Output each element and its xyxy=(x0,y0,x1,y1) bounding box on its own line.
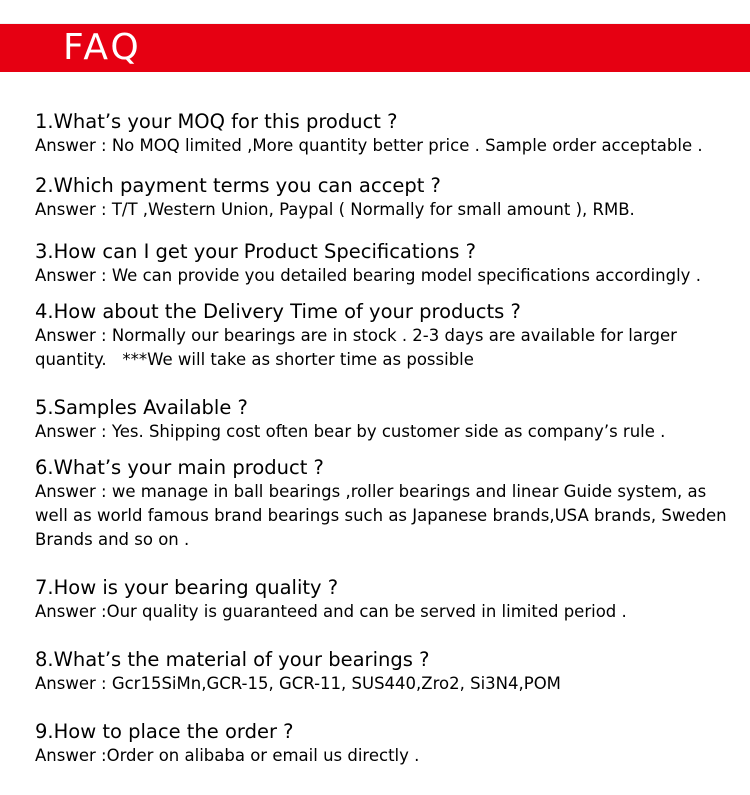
faq-title: FAQ xyxy=(63,27,142,68)
faq-item-3 xyxy=(35,240,740,288)
faq-item-6 xyxy=(35,456,740,552)
faq-item-5 xyxy=(35,396,740,444)
faq-banner xyxy=(0,23,750,72)
faq-item-1 xyxy=(35,110,740,158)
faq-answer-1: Answer : No MOQ limited ,More quantity better price . Sample order acceptable . xyxy=(35,136,703,155)
faq-question-3: 3.How can I get your Product Specifications ? xyxy=(35,240,476,263)
faq-answer-3: Answer : We can provide you detailed bearing model specifications accordingly . xyxy=(35,266,701,285)
faq-item-7 xyxy=(35,576,740,624)
faq-answer-8: Answer : Gcr15SiMn,GCR-15, GCR-11, SUS440,Zro2, Si3N4,POM xyxy=(35,674,561,693)
faq-question-6: 6.What’s your main product ? xyxy=(35,456,324,479)
faq-answer-2: Answer : T/T ,Western Union, Paypal ( Normally for small amount ), RMB. xyxy=(35,200,635,219)
faq-answer-4: Answer : Normally our bearings are in stock . 2-3 days are available for larger quantity. ***We will take as shorter time as possible xyxy=(35,326,683,369)
faq-question-9: 9.How to place the order ? xyxy=(35,720,294,743)
faq-item-9 xyxy=(35,720,740,768)
faq-question-5: 5.Samples Available ? xyxy=(35,396,248,419)
faq-answer-6: Answer : we manage in ball bearings ,roller bearings and linear Guide system, as well as world famous brand bearings such as Japanese brands,USA brands, Sweden Brands and so on . xyxy=(35,482,727,549)
faq-question-7: 7.How is your bearing quality ? xyxy=(35,576,339,599)
faq-answer-9: Answer :Order on alibaba or email us directly . xyxy=(35,746,420,765)
faq-answer-7: Answer :Our quality is guaranteed and can be served in limited period . xyxy=(35,602,627,621)
faq-item-4 xyxy=(35,300,740,372)
faq-question-1: 1.What’s your MOQ for this product ? xyxy=(35,110,398,133)
faq-question-4: 4.How about the Delivery Time of your products ? xyxy=(35,300,521,323)
faq-question-2: 2.Which payment terms you can accept ? xyxy=(35,174,441,197)
faq-item-8 xyxy=(35,648,740,696)
faq-item-2 xyxy=(35,174,740,222)
faq-question-8: 8.What’s the material of your bearings ? xyxy=(35,648,430,671)
faq-answer-5: Answer : Yes. Shipping cost often bear by customer side as company’s rule . xyxy=(35,422,666,441)
